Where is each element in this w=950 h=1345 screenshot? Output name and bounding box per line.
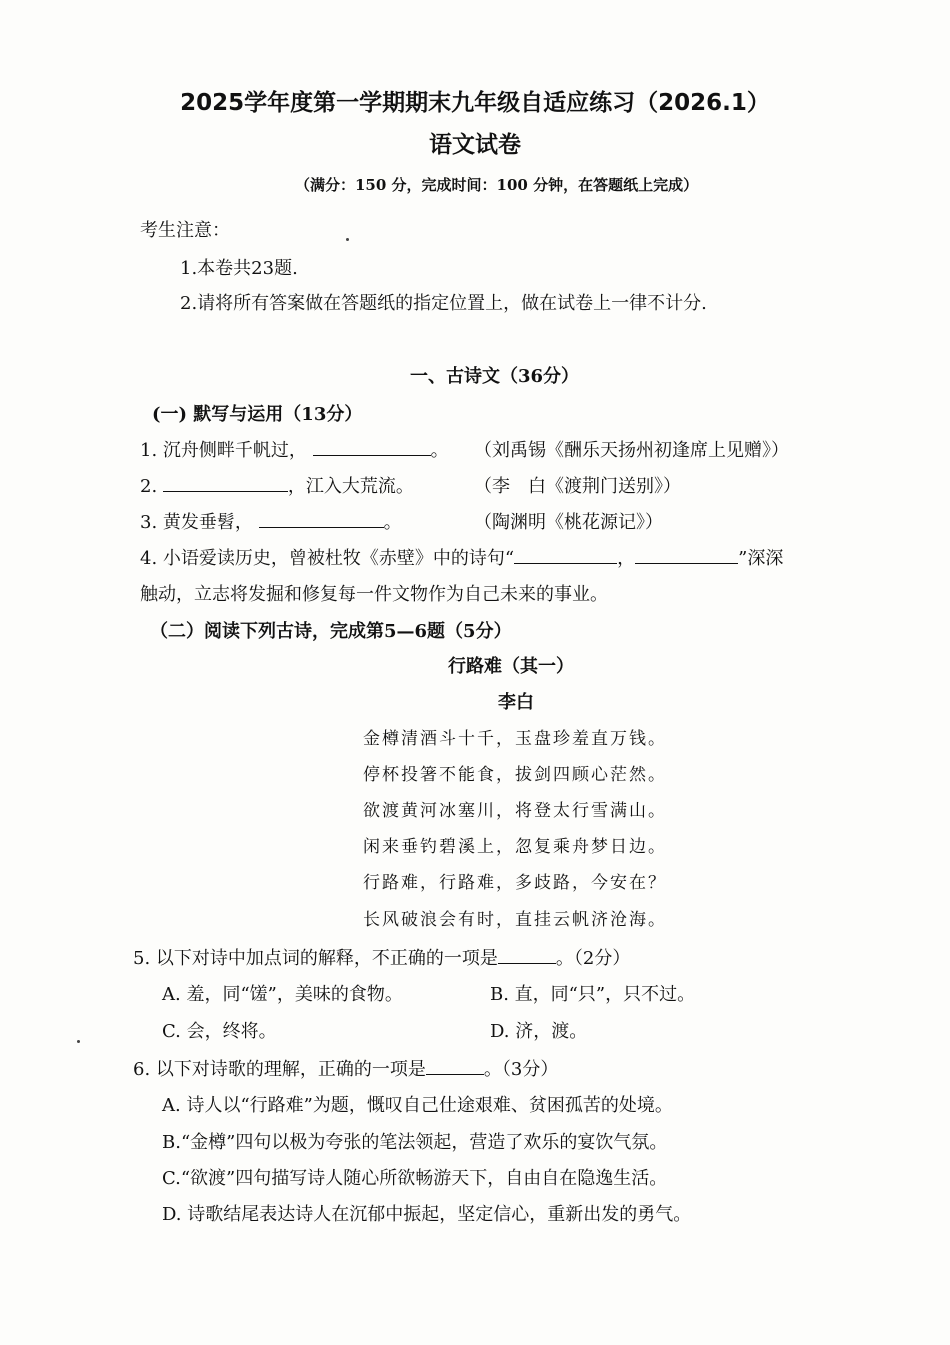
q1-blank (313, 437, 431, 456)
q6-stem-end: 。（3分） (483, 1059, 559, 1080)
poem-line: 停杯投箸不能食，拔剑四顾心茫然。 (363, 765, 667, 785)
q1-source: （刘禹锡《酬乐天扬州初逢席上见赠》） (474, 440, 789, 461)
notice-item-1: 1.本卷共23题. (180, 258, 298, 279)
q5-stem-end: 。（2分） (555, 948, 631, 969)
q5-option-d: D. 济，渡。 (490, 1021, 588, 1042)
q3-blank (259, 509, 384, 528)
question-5 (133, 944, 630, 970)
part2-heading: （二）阅读下列古诗，完成第5—6题（5分） (150, 621, 512, 642)
exam-info: （满分：150 分，完成时间：100 分钟，在答题纸上完成） (295, 176, 699, 194)
q4-blank-1 (514, 545, 617, 564)
q3-end: 。 (383, 512, 402, 533)
poem-title: 行路难（其一） (448, 656, 574, 677)
q2-num: 2. (140, 476, 158, 497)
q4-comma: ， (617, 548, 636, 569)
q3-source: （陶渊明《桃花源记》） (474, 512, 663, 533)
notice-item-2: 2.请将所有答案做在答题纸的指定位置上，做在试卷上一律不计分. (180, 293, 707, 314)
q3-num: 3. (140, 512, 158, 533)
q2-blank (163, 473, 288, 492)
question-6 (133, 1055, 558, 1081)
q6-option-a: A. 诗人以“行路难”为题，慨叹自己仕途艰难、贫困孤苦的处境。 (162, 1095, 673, 1116)
part1-heading: (一) 默写与运用（13分） (152, 404, 363, 425)
q5-blank (498, 945, 556, 964)
q3-text: 黄发垂髫， (162, 512, 253, 533)
q4-blank-2 (635, 545, 738, 564)
q4-line2: 触动，立志将发掘和修复每一件文物作为自己未来的事业。 (140, 584, 608, 605)
q4-text-after: ”深深 (738, 548, 784, 569)
q5-option-c: C. 会，终将。 (162, 1021, 277, 1042)
scan-speck (346, 238, 349, 241)
poem-author: 李白 (498, 692, 534, 713)
q6-stem: 6. 以下对诗歌的理解，正确的一项是 (133, 1059, 426, 1080)
q6-option-d: D. 诗歌结尾表达诗人在沉郁中振起，坚定信心，重新出发的勇气。 (162, 1204, 692, 1225)
question-3 (140, 508, 402, 534)
q1-end: 。 (430, 440, 449, 461)
q2-text: ，江入大荒流。 (287, 476, 414, 497)
question-2 (140, 472, 414, 498)
section-title: 一、古诗文（36分） (410, 366, 580, 387)
question-4 (140, 544, 783, 570)
notice-heading: 考生注意： (140, 220, 230, 241)
poem-line: 长风破浪会有时，直挂云帆济沧海。 (363, 910, 667, 930)
q1-text: 沉舟侧畔千帆过， (162, 440, 307, 461)
q6-option-c: C.“欲渡”四句描写诗人随心所欲畅游天下，自由自在隐逸生活。 (162, 1168, 668, 1189)
q2-source: （李 白《渡荆门送别》） (474, 476, 681, 497)
poem-line: 闲来垂钓碧溪上，忽复乘舟梦日边。 (363, 837, 667, 857)
q1-num: 1. (140, 440, 158, 461)
q6-option-b: B.“金樽”四句以极为夸张的笔法领起，营造了欢乐的宴饮气氛。 (162, 1132, 668, 1153)
exam-subject-title: 语文试卷 (429, 132, 521, 158)
scan-speck (77, 1040, 80, 1043)
q4-text-before: 小语爱读历史，曾被杜牧《赤壁》中的诗句“ (162, 548, 515, 569)
q4-num: 4. (140, 548, 158, 569)
question-1 (140, 436, 449, 462)
poem-line: 欲渡黄河冰塞川，将登太行雪满山。 (363, 801, 667, 821)
q5-option-b: B. 直，同“只”，只不过。 (490, 984, 696, 1005)
q5-option-a: A. 羞，同“馐”，美味的食物。 (162, 984, 403, 1005)
poem-line: 金樽清酒斗十千，玉盘珍羞直万钱。 (363, 729, 667, 749)
exam-title: 2025学年度第一学期期末九年级自适应练习（2026.1） (180, 90, 770, 116)
poem-line: 行路难，行路难，多歧路，今安在？ (363, 873, 667, 893)
q5-stem: 5. 以下对诗中加点词的解释，不正确的一项是 (133, 948, 498, 969)
q6-blank (426, 1056, 484, 1075)
